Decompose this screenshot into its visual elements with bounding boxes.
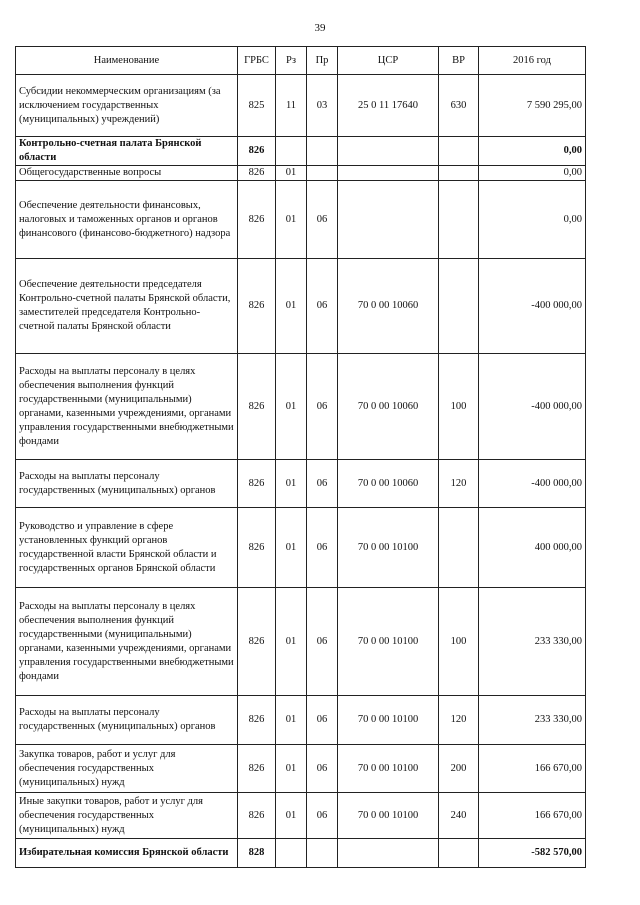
cell-pr: 06 [307, 460, 338, 508]
cell-vr: 100 [439, 354, 479, 460]
cell-amount: 400 000,00 [479, 508, 586, 588]
table-row [16, 745, 586, 793]
cell-vr: 100 [439, 588, 479, 696]
cell-vr [439, 181, 479, 259]
cell-csr: 70 0 00 10100 [338, 508, 439, 588]
cell-csr: 25 0 11 17640 [338, 75, 439, 137]
cell-grbs: 826 [238, 696, 276, 745]
cell-vr: 120 [439, 460, 479, 508]
cell-vr: 120 [439, 696, 479, 745]
cell-rz [276, 839, 307, 868]
cell-grbs: 826 [238, 745, 276, 793]
cell-amount: -400 000,00 [479, 259, 586, 354]
cell-rz: 01 [276, 181, 307, 259]
header-pr: Пр [307, 47, 338, 75]
cell-grbs: 826 [238, 508, 276, 588]
cell-rz: 01 [276, 745, 307, 793]
cell-pr: 06 [307, 588, 338, 696]
table-row [16, 354, 586, 460]
cell-csr [338, 166, 439, 181]
cell-pr [307, 137, 338, 166]
cell-amount: 233 330,00 [479, 696, 586, 745]
cell-vr: 240 [439, 793, 479, 839]
table-row [16, 75, 586, 137]
cell-amount: -400 000,00 [479, 354, 586, 460]
header-rz: Рз [276, 47, 307, 75]
cell-name: Контрольно-счетная палата Брянской области [16, 137, 238, 166]
header-name: Наименование [16, 47, 238, 75]
cell-amount: 233 330,00 [479, 588, 586, 696]
cell-csr: 70 0 00 10100 [338, 696, 439, 745]
cell-rz: 11 [276, 75, 307, 137]
cell-vr [439, 259, 479, 354]
cell-pr: 06 [307, 354, 338, 460]
cell-pr: 06 [307, 745, 338, 793]
header-amount: 2016 год [479, 47, 586, 75]
cell-csr [338, 181, 439, 259]
cell-name: Иные закупки товаров, работ и услуг для обеспечения государственных (муниципальных) нужд [16, 793, 238, 839]
cell-grbs: 825 [238, 75, 276, 137]
cell-rz: 01 [276, 508, 307, 588]
cell-amount: 0,00 [479, 166, 586, 181]
table-row [16, 460, 586, 508]
cell-vr [439, 839, 479, 868]
cell-vr [439, 137, 479, 166]
cell-name: Расходы на выплаты персоналу в целях обеспечения выполнения функций государственными (муниципальными) органами, казенными учреждениями, органами управления государственными внебюджетными фондами [16, 588, 238, 696]
cell-vr [439, 166, 479, 181]
cell-grbs: 826 [238, 181, 276, 259]
cell-name: Обеспечение деятельности председателя Контрольно-счетной палаты Брянской области, заместителей председателя Контрольно-счетной палаты Брянской области [16, 259, 238, 354]
cell-pr: 06 [307, 793, 338, 839]
cell-rz: 01 [276, 588, 307, 696]
cell-amount: 7 590 295,00 [479, 75, 586, 137]
table-row [16, 166, 586, 181]
cell-grbs: 826 [238, 166, 276, 181]
cell-pr: 06 [307, 508, 338, 588]
cell-name: Общегосударственные вопросы [16, 166, 238, 181]
cell-grbs: 826 [238, 793, 276, 839]
cell-grbs: 826 [238, 137, 276, 166]
cell-csr: 70 0 00 10100 [338, 588, 439, 696]
cell-grbs: 826 [238, 588, 276, 696]
table-row [16, 508, 586, 588]
cell-pr [307, 166, 338, 181]
cell-csr [338, 137, 439, 166]
table-row [16, 588, 586, 696]
cell-vr: 200 [439, 745, 479, 793]
cell-amount: 166 670,00 [479, 745, 586, 793]
cell-amount: -582 570,00 [479, 839, 586, 868]
header-vr: ВР [439, 47, 479, 75]
cell-csr [338, 839, 439, 868]
cell-pr: 06 [307, 259, 338, 354]
page-number: 39 [314, 22, 326, 34]
cell-name: Закупка товаров, работ и услуг для обеспечения государственных (муниципальных) нужд [16, 745, 238, 793]
cell-grbs: 826 [238, 259, 276, 354]
cell-name: Расходы на выплаты персоналу государственных (муниципальных) органов [16, 696, 238, 745]
cell-grbs: 828 [238, 839, 276, 868]
cell-pr: 03 [307, 75, 338, 137]
cell-name: Обеспечение деятельности финансовых, налоговых и таможенных органов и органов финансового (финансово-бюджетного) надзора [16, 181, 238, 259]
cell-vr [439, 508, 479, 588]
header-csr: ЦСР [338, 47, 439, 75]
cell-pr [307, 839, 338, 868]
budget-table [15, 46, 586, 868]
cell-rz: 01 [276, 354, 307, 460]
cell-name: Избирательная комиссия Брянской области [16, 839, 238, 868]
cell-name: Субсидии некоммерческим организациям (за исключением государственных (муниципальных) учреждений) [16, 75, 238, 137]
cell-csr: 70 0 00 10060 [338, 259, 439, 354]
table-row [16, 696, 586, 745]
cell-amount: 0,00 [479, 181, 586, 259]
cell-name: Руководство и управление в сфере установленных функций органов государственной власти Брянской области и государственных органов Брянской области [16, 508, 238, 588]
cell-csr: 70 0 00 10100 [338, 793, 439, 839]
cell-vr: 630 [439, 75, 479, 137]
table-row [16, 137, 586, 166]
cell-grbs: 826 [238, 460, 276, 508]
cell-rz: 01 [276, 460, 307, 508]
table-row [16, 839, 586, 868]
cell-pr: 06 [307, 696, 338, 745]
cell-rz: 01 [276, 793, 307, 839]
cell-amount: -400 000,00 [479, 460, 586, 508]
table-row [16, 181, 586, 259]
table-header-row [16, 47, 586, 75]
cell-name: Расходы на выплаты персоналу государственных (муниципальных) органов [16, 460, 238, 508]
cell-csr: 70 0 00 10100 [338, 745, 439, 793]
cell-rz: 01 [276, 166, 307, 181]
cell-amount: 0,00 [479, 137, 586, 166]
cell-grbs: 826 [238, 354, 276, 460]
table-row [16, 259, 586, 354]
cell-name: Расходы на выплаты персоналу в целях обеспечения выполнения функций государственными (муниципальными) органами, казенными учреждениями, органами управления государственными внебюджетными фондами [16, 354, 238, 460]
cell-csr: 70 0 00 10060 [338, 354, 439, 460]
cell-rz: 01 [276, 259, 307, 354]
cell-rz [276, 137, 307, 166]
header-grbs: ГРБС [238, 47, 276, 75]
table-row [16, 793, 586, 839]
cell-pr: 06 [307, 181, 338, 259]
cell-rz: 01 [276, 696, 307, 745]
cell-csr: 70 0 00 10060 [338, 460, 439, 508]
cell-amount: 166 670,00 [479, 793, 586, 839]
